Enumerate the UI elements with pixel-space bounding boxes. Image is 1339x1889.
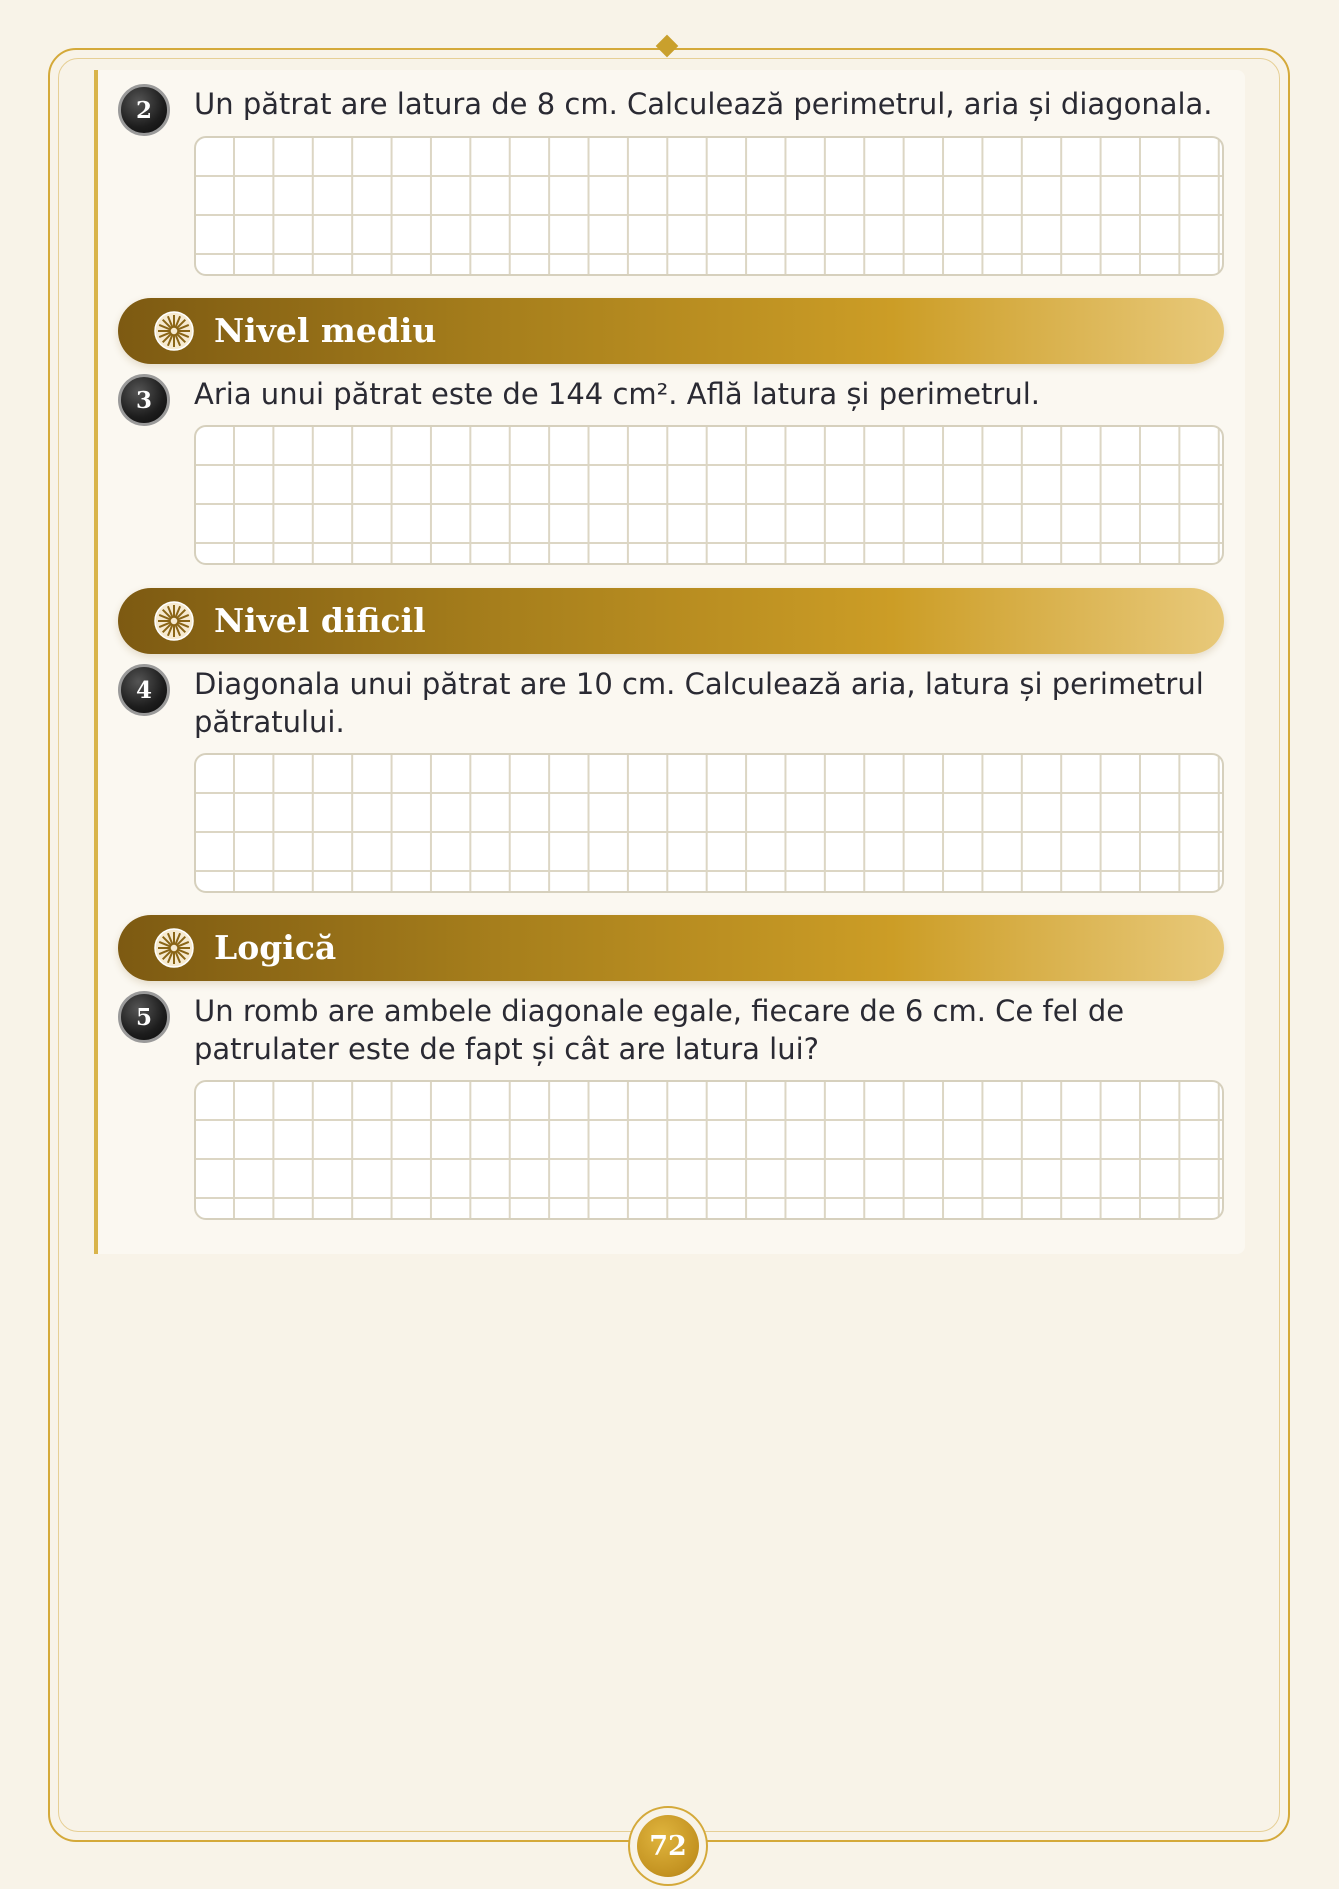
exercise-text: Aria unui pătrat este de 144 cm². Află latura și perimetrul. bbox=[194, 377, 1040, 411]
page-number: 72 bbox=[637, 1815, 699, 1877]
exercise-number-badge: 4 bbox=[118, 664, 170, 716]
answer-grid[interactable] bbox=[194, 425, 1224, 565]
exercise-text: Un pătrat are latura de 8 cm. Calculează perimetrul, aria și diagonala. bbox=[194, 87, 1213, 121]
page-number-badge bbox=[628, 1806, 708, 1886]
section-title: Nivel dificil bbox=[214, 601, 426, 640]
section-banner-difficult bbox=[118, 588, 1224, 654]
exercise-number-badge: 2 bbox=[118, 84, 170, 136]
sunburst-icon bbox=[154, 311, 194, 351]
sunburst-icon bbox=[154, 928, 194, 968]
exercise-number-badge: 5 bbox=[118, 991, 170, 1043]
section-banner-medium bbox=[118, 298, 1224, 364]
answer-grid[interactable] bbox=[194, 136, 1224, 276]
exercise-number-badge: 3 bbox=[118, 374, 170, 426]
exercise-text: Un romb are ambele diagonale egale, fiecare de 6 cm. Ce fel de patrulater este de fapt și cât are latura lui? bbox=[194, 994, 1125, 1066]
exercise-text: Diagonala unui pătrat are 10 cm. Calculează aria, latura și perimetrul pătratului. bbox=[194, 667, 1204, 739]
section-banner-logic bbox=[118, 915, 1224, 981]
section-title: Logică bbox=[214, 928, 337, 967]
section-title: Nivel mediu bbox=[214, 311, 437, 350]
answer-grid[interactable] bbox=[194, 753, 1224, 893]
answer-grid[interactable] bbox=[194, 1080, 1224, 1220]
sunburst-icon bbox=[154, 601, 194, 641]
